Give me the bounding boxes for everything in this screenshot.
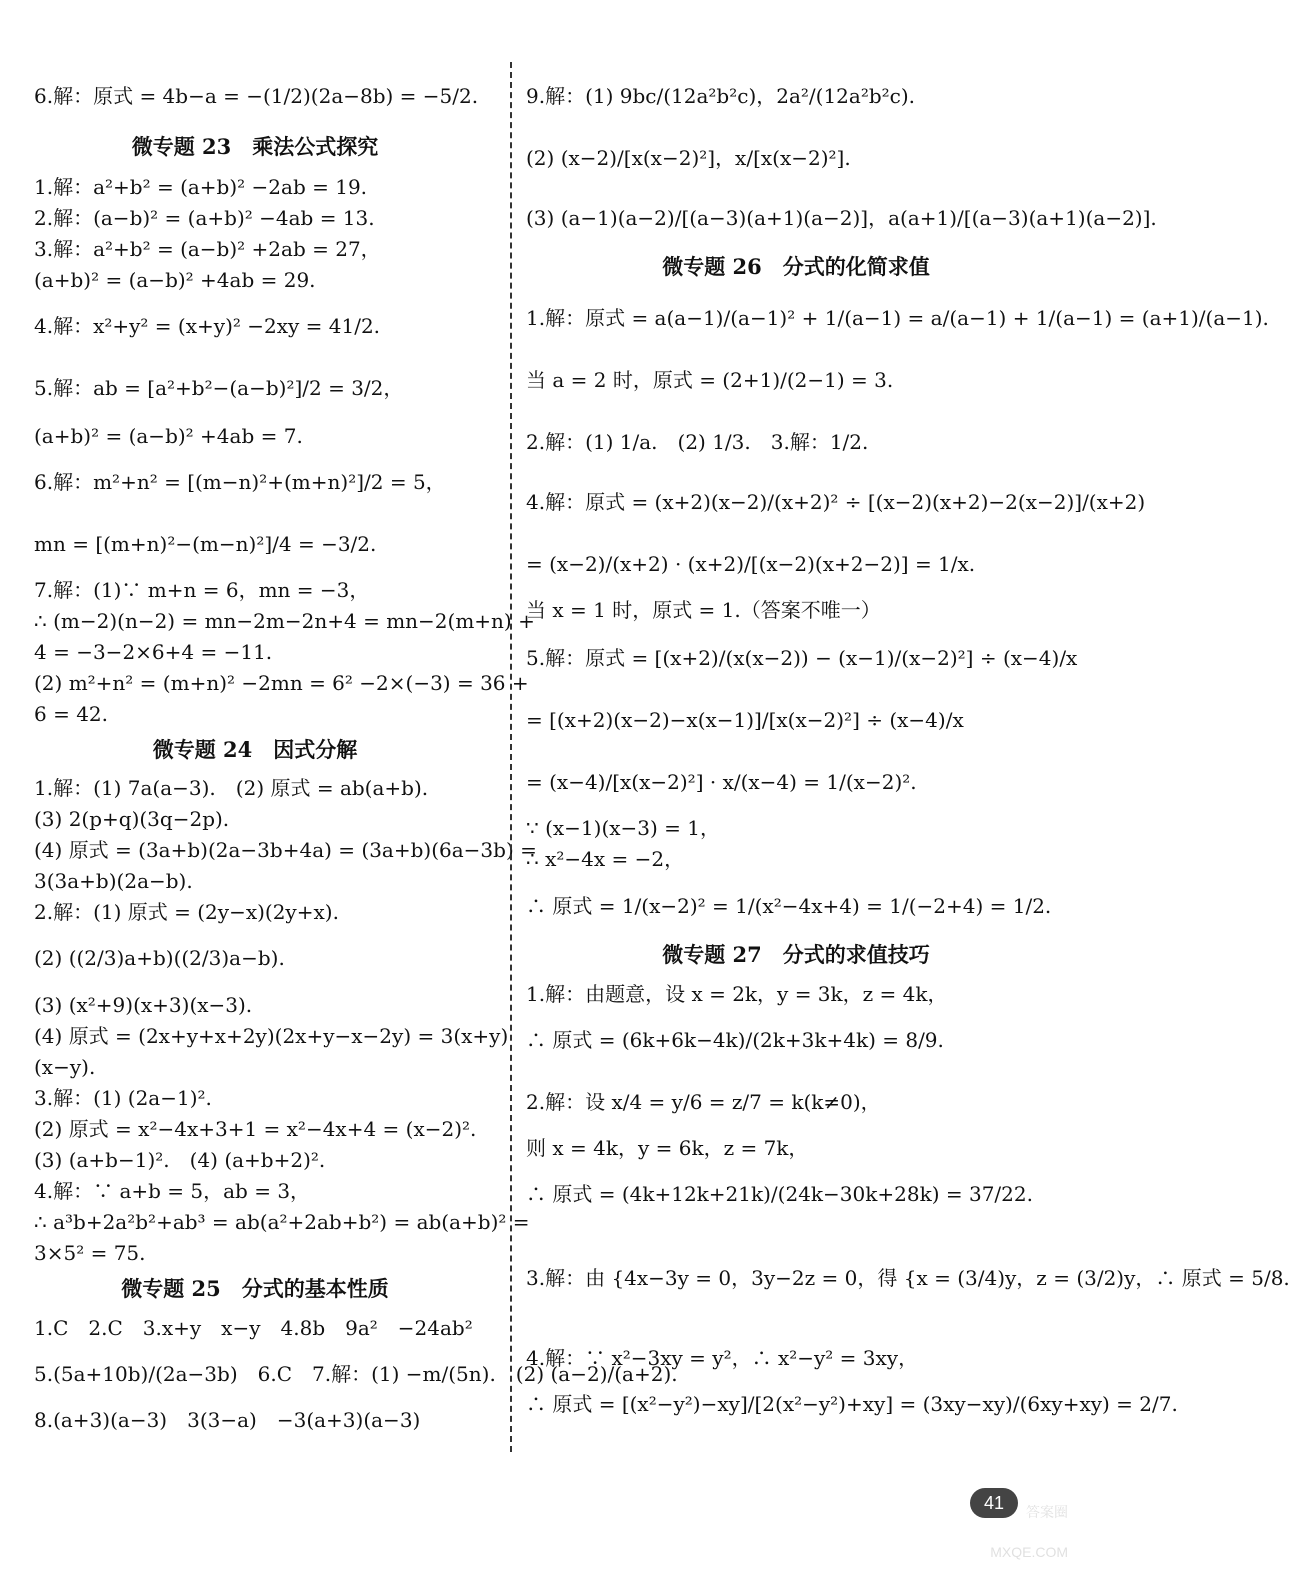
answer-line: (4) 原式 = (2x+y+x+2y)(2x+y−x−2y) = 3(x+y) [34,1024,509,1048]
answer-line: 1.解：(1) 7a(a−3). (2) 原式 = ab(a+b). [34,776,429,800]
answer-line: 2.解：(1) 原式 = (2y−x)(2y+x). [34,900,339,924]
section-heading: 微专题 23 乘法公式探究 [131,134,379,159]
answer-line: = (x−4)/[x(x−2)²] · x/(x−4) = 1/(x−2)². [526,770,917,794]
section-heading: 微专题 26 分式的化简求值 [662,254,930,279]
answer-line: (3) (x²+9)(x+3)(x−3). [34,993,253,1017]
answer-line: 6.解：m²+n² = [(m−n)²+(m+n)²]/2 = 5， [34,470,446,494]
answer-line: 4 = −3−2×6+4 = −11. [34,640,273,664]
answer-line: mn = [(m+n)²−(m−n)²]/4 = −3/2. [34,532,377,556]
answer-line: ∵ (x−1)(x−3) = 1， [526,816,721,840]
answer-line: 3.解：由 {4x−3y = 0，3y−2z = 0，得 {x = (3/4)y，z = (3/2)y，∴ 原式 = 5/8. [526,1266,1290,1290]
answer-line: 3.解：(1) (2a−1)². [34,1086,212,1110]
answer-line: = [(x+2)(x−2)−x(x−1)]/[x(x−2)²] ÷ (x−4)/x [526,708,964,732]
answer-line: 4.解：原式 = (x+2)(x−2)/(x+2)² ÷ [(x−2)(x+2)−2(x−2)]/(x+2) [526,490,1146,514]
answer-line: (3) (a−1)(a−2)/[(a−3)(a+1)(a−2)]，a(a+1)/[(a−3)(a+1)(a−2)]. [526,206,1157,230]
answer-line: ∴ 原式 = [(x²−y²)−xy]/[2(x²−y²)+xy] = (3xy−xy)/(6xy+xy) = 2/7. [526,1392,1178,1416]
answer-line: 5.解：原式 = [(x+2)/(x(x−2)) − (x−1)/(x−2)²] ÷ (x−4)/x [526,646,1078,670]
answer-line: (3) 2(p+q)(3q−2p). [34,807,230,831]
answer-line: (4) 原式 = (3a+b)(2a−3b+4a) = (3a+b)(6a−3b) = [34,838,537,862]
answer-line: ∴ 原式 = (6k+6k−4k)/(2k+3k+4k) = 8/9. [526,1028,944,1052]
answer-line: 1.解：由题意，设 x = 2k，y = 3k，z = 4k， [526,982,948,1006]
answer-line: 1.解：原式 = a(a−1)/(a−1)² + 1/(a−1) = a/(a−1) + 1/(a−1) = (a+1)/(a−1). [526,306,1269,330]
answer-line: 当 x = 1 时，原式 = 1.（答案不唯一） [526,598,881,622]
answer-line: 3×5² = 75. [34,1241,146,1265]
answer-line: 4.解：∵ x²−3xy = y²，∴ x²−y² = 3xy， [526,1346,919,1370]
answer-line: 3.解：a²+b² = (a−b)² +2ab = 27， [34,237,381,261]
answer-line: 6.解：原式 = 4b−a = −(1/2)(2a−8b) = −5/2. [34,84,479,108]
answer-line: (a+b)² = (a−b)² +4ab = 29. [34,268,316,292]
answer-line: 3(3a+b)(2a−b). [34,869,193,893]
answer-line: ∴ x²−4x = −2， [526,847,685,871]
answer-line: 4.解：∵ a+b = 5，ab = 3， [34,1179,311,1203]
column-divider [510,62,512,1452]
answer-line: 6 = 42. [34,702,109,726]
section-heading: 微专题 25 分式的基本性质 [121,1276,389,1301]
answer-line: ∴ a³b+2a²b²+ab³ = ab(a²+2ab+b²) = ab(a+b)² = [34,1210,530,1234]
answer-line: (3) (a+b−1)². (4) (a+b+2)². [34,1148,326,1172]
page-number: 41 [970,1488,1018,1518]
answer-line: (2) ((2/3)a+b)((2/3)a−b). [34,946,285,970]
answer-line: (x−y). [34,1055,96,1079]
answer-line: 2.解：(1) 1/a. (2) 1/3. 3.解：1/2. [526,430,869,454]
answer-line: = (x−2)/(x+2) · (x+2)/[(x−2)(x+2−2)] = 1/x. [526,552,976,576]
section-heading: 微专题 24 因式分解 [152,737,358,762]
answer-line: 2.解：设 x/4 = y/6 = z/7 = k(k≠0)， [526,1090,881,1114]
watermark: 答案圈 MXQE.COM [990,1504,1068,1560]
answer-line: ∴ 原式 = (4k+12k+21k)/(24k−30k+28k) = 37/22. [526,1182,1033,1206]
answer-line: 4.解：x²+y² = (x+y)² −2xy = 41/2. [34,314,381,338]
answer-line: 2.解：(a−b)² = (a+b)² −4ab = 13. [34,206,375,230]
answer-line: ∴ 原式 = 1/(x−2)² = 1/(x²−4x+4) = 1/(−2+4) = 1/2. [526,894,1052,918]
answer-line: 7.解：(1)∵ m+n = 6，mn = −3， [34,578,370,602]
answer-line: (2) 原式 = x²−4x+3+1 = x²−4x+4 = (x−2)². [34,1117,477,1141]
answer-line: 则 x = 4k，y = 6k，z = 7k， [526,1136,809,1160]
answer-line: (a+b)² = (a−b)² +4ab = 7. [34,424,303,448]
answer-line: 当 a = 2 时，原式 = (2+1)/(2−1) = 3. [526,368,894,392]
answer-line: 9.解：(1) 9bc/(12a²b²c)，2a²/(12a²b²c). [526,84,916,108]
answer-line: 1.解：a²+b² = (a+b)² −2ab = 19. [34,175,368,199]
answer-line: ∴ (m−2)(n−2) = mn−2m−2n+4 = mn−2(m+n) + [34,609,535,633]
answer-line: (2) m²+n² = (m+n)² −2mn = 6² −2×(−3) = 36 + [34,671,529,695]
answer-line: 1.C 2.C 3.x+y x−y 4.8b 9a² −24ab² [34,1316,473,1340]
answer-line: 5.(5a+10b)/(2a−3b) 6.C 7.解：(1) −m/(5n). (2) (a−2)/(a+2). [34,1362,678,1386]
answer-line: (2) (x−2)/[x(x−2)²]，x/[x(x−2)²]. [526,146,851,170]
answer-line: 8.(a+3)(a−3) 3(3−a) −3(a+3)(a−3) [34,1408,421,1432]
section-heading: 微专题 27 分式的求值技巧 [662,942,930,967]
answer-line: 5.解：ab = [a²+b²−(a−b)²]/2 = 3/2， [34,376,404,400]
